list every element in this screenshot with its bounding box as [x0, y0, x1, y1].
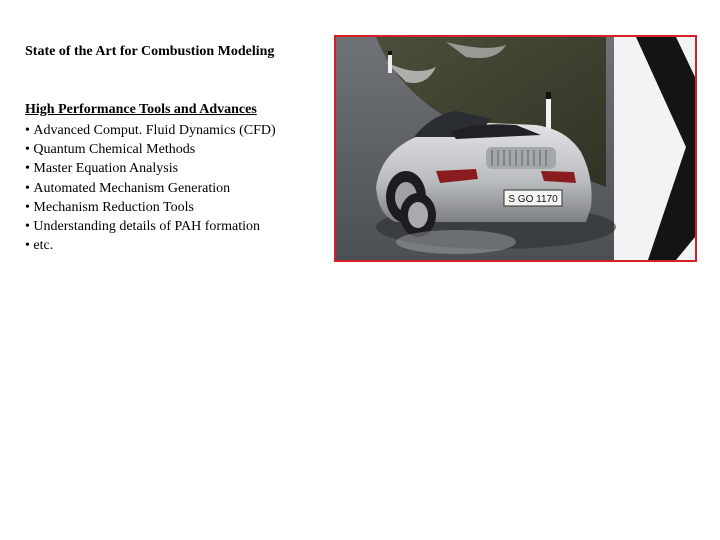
wheel-rim: [408, 202, 428, 228]
bullet-list: [25, 121, 276, 255]
bullet-item: • etc.: [25, 236, 276, 255]
bullet-item: • Mechanism Reduction Tools: [25, 198, 276, 217]
section-heading: High Performance Tools and Advances: [25, 102, 257, 117]
bullet-item: • Understanding details of PAH formation: [25, 217, 276, 236]
car-photo: [334, 35, 697, 262]
bullet-item: • Master Equation Analysis: [25, 159, 276, 178]
bullet-item: • Quantum Chemical Methods: [25, 140, 276, 159]
guard-post: [546, 92, 551, 99]
bullet-item: • Automated Mechanism Generation: [25, 179, 276, 198]
license-plate-text: S GO 1170: [508, 194, 558, 205]
bullet-item: • Advanced Comput. Fluid Dynamics (CFD): [25, 121, 276, 140]
guard-post: [388, 51, 392, 55]
slide-title: State of the Art for Combustion Modeling: [25, 44, 275, 59]
dust-cloud: [396, 230, 516, 254]
